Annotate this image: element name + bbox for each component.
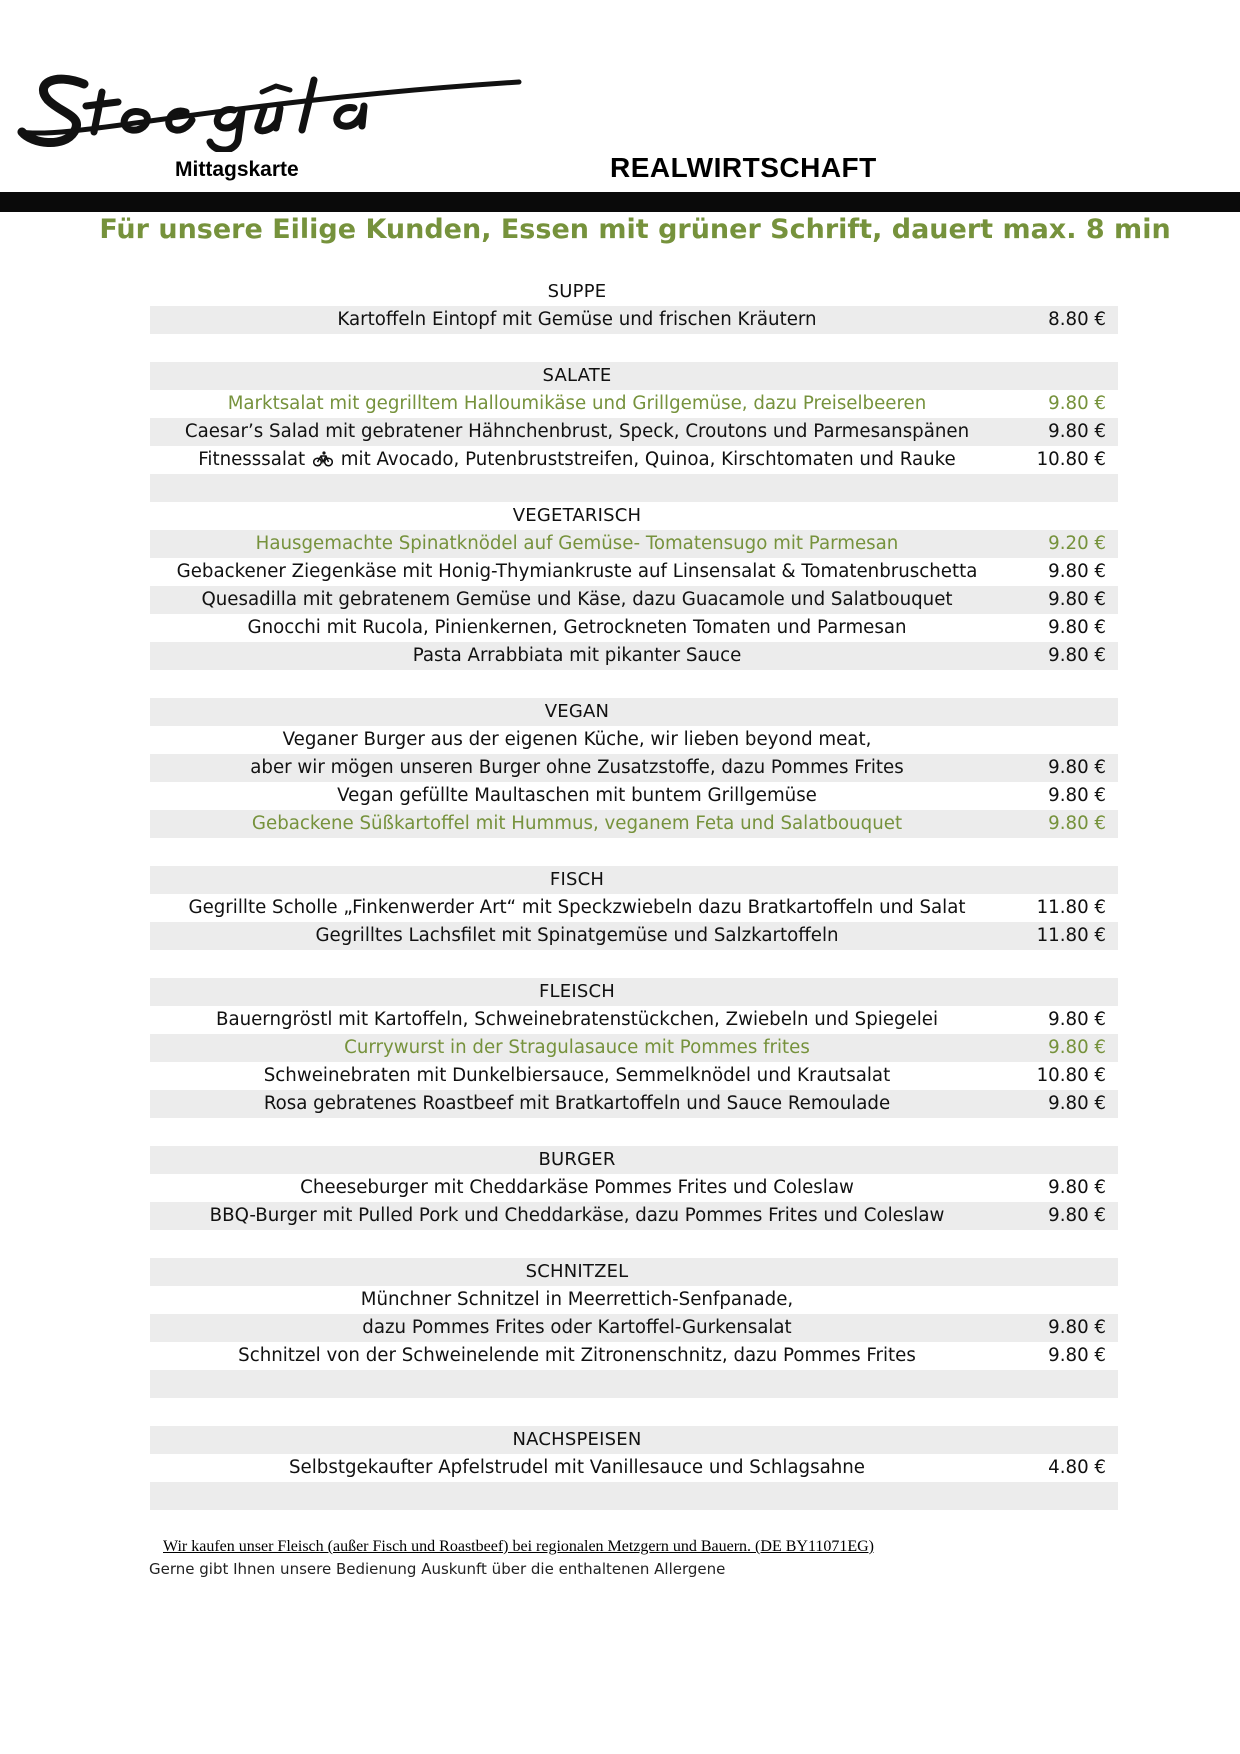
dish-text: Caesar’s Salad mit gebratener Hähnchenbrust, Speck, Croutons und Parmesanspänen: [184, 421, 970, 442]
section-title: [150, 978, 1004, 1006]
dish-text: Rosa gebratenes Roastbeef mit Bratkartoffeln und Sauce Remoulade: [263, 1093, 891, 1114]
menu-item-row: [150, 1286, 1118, 1314]
price-label: 8.80 €: [1048, 309, 1106, 330]
section-heading-row: [150, 502, 1118, 530]
brand-heading: REALWIRTSCHAFT: [610, 152, 877, 183]
spacer-row: [150, 474, 1118, 502]
price-label: 9.80 €: [1048, 645, 1106, 666]
price-label: 9.80 €: [1048, 1009, 1106, 1030]
spacer-row: [150, 838, 1118, 866]
dish-name: [150, 558, 1004, 586]
menu-item-row: [150, 642, 1118, 670]
dish-text: SCHNITZEL: [525, 1261, 629, 1282]
bicycle-icon: [313, 451, 333, 467]
menu-item-row: [150, 1174, 1118, 1202]
section-heading-row: [150, 978, 1118, 1006]
dish-text: Gnocchi mit Rucola, Pinienkernen, Getrockneten Tomaten und Parmesan: [247, 617, 907, 638]
dish-name: [150, 586, 1004, 614]
menu-list: [150, 278, 1118, 1510]
dish-text: Currywurst in der Stragulasauce mit Pommes frites: [344, 1037, 810, 1058]
dish-name: [150, 1286, 1004, 1314]
dish-text: Gebackener Ziegenkäse mit Honig-Thymiankruste auf Linsensalat & Tomatenbruschetta: [176, 561, 978, 582]
price-label: 9.80 €: [1048, 757, 1106, 778]
menu-item-row: [150, 390, 1118, 418]
spacer-row: [150, 950, 1118, 978]
dish-text: Veganer Burger aus der eigenen Küche, wir lieben beyond meat,: [282, 729, 872, 750]
spacer-row: [150, 670, 1118, 698]
dish-name: [150, 782, 1004, 810]
dish-name: [150, 810, 1004, 838]
dish-text: Schnitzel von der Schweinelende mit Zitronenschnitz, dazu Pommes Frites: [238, 1345, 916, 1366]
spacer-row: [150, 334, 1118, 362]
dish-text: FLEISCH: [539, 981, 615, 1002]
menu-item-row: [150, 1062, 1118, 1090]
dish-text: Fitnesssalat: [198, 449, 306, 470]
spacer-row: [150, 1230, 1118, 1258]
price-label: 10.80 €: [1036, 449, 1106, 470]
menu-item-row: [150, 530, 1118, 558]
price-label: 9.80 €: [1048, 421, 1106, 442]
dish-text: VEGETARISCH: [512, 505, 642, 526]
dish-name: [150, 726, 1004, 754]
dish-text: Schweinebraten mit Dunkelbiersauce, Semmelknödel und Krautsalat: [263, 1065, 891, 1086]
section-heading-row: [150, 866, 1118, 894]
dish-name: [150, 614, 1004, 642]
dish-name: [150, 1454, 1004, 1482]
price-label: 9.80 €: [1048, 589, 1106, 610]
price-label: 9.80 €: [1048, 1345, 1106, 1366]
price-label: 9.80 €: [1048, 393, 1106, 414]
dish-name: [150, 446, 1004, 474]
section-title: [150, 1146, 1004, 1174]
dish-text: NACHSPEISEN: [512, 1429, 642, 1450]
dish-text: Marktsalat mit gegrilltem Halloumikäse und Grillgemüse, dazu Preiselbeeren: [227, 393, 927, 414]
dish-text-continued: mit Avocado, Putenbruststreifen, Quinoa, Kirschtomaten und Rauke: [340, 449, 956, 470]
spacer-row: [150, 1118, 1118, 1146]
spacer-row: [150, 1370, 1118, 1398]
dish-name: [150, 754, 1004, 782]
section-title: [150, 362, 1004, 390]
section-heading-row: [150, 1146, 1118, 1174]
dish-text: Bauerngröstl mit Kartoffeln, Schweinebratenstückchen, Zwiebeln und Spiegelei: [215, 1009, 939, 1030]
dish-text: Cheeseburger mit Cheddarkäse Pommes Frites und Coleslaw: [300, 1177, 854, 1198]
menu-item-row: [150, 558, 1118, 586]
dish-name: [150, 1062, 1004, 1090]
dish-text: Vegan gefüllte Maultaschen mit buntem Grillgemüse: [337, 785, 817, 806]
menu-item-row: [150, 418, 1118, 446]
dish-text: BBQ-Burger mit Pulled Pork und Cheddarkäse, dazu Pommes Frites und Coleslaw: [209, 1205, 945, 1226]
price-label: 9.80 €: [1048, 1205, 1106, 1226]
price-label: 10.80 €: [1036, 1065, 1106, 1086]
price-label: 9.80 €: [1048, 785, 1106, 806]
menu-subtitle: Mittagskarte: [175, 158, 299, 181]
restaurant-logo: [14, 62, 534, 152]
price-label: 9.80 €: [1048, 561, 1106, 582]
header-divider-bar: [0, 192, 1240, 212]
menu-item-row: [150, 1202, 1118, 1230]
spacer-row: [150, 1482, 1118, 1510]
price-label: 9.80 €: [1048, 617, 1106, 638]
dish-text: Gegrillte Scholle „Finkenwerder Art“ mit Speckzwiebeln dazu Bratkartoffeln und Salat: [188, 897, 966, 918]
dish-name: [150, 1342, 1004, 1370]
section-title: [150, 1258, 1004, 1286]
price-label: 9.80 €: [1048, 1177, 1106, 1198]
spacer-row: [150, 1398, 1118, 1426]
dish-name: [150, 1034, 1004, 1062]
dish-text: Quesadilla mit gebratenem Gemüse und Käse, dazu Guacamole und Salatbouquet: [201, 589, 953, 610]
dish-name: [150, 642, 1004, 670]
allergen-note: Gerne gibt Ihnen unsere Bedienung Auskunft über die enthaltenen Allergene: [149, 1560, 726, 1578]
section-heading-row: [150, 1258, 1118, 1286]
dish-text: SUPPE: [547, 281, 607, 302]
price-label: 11.80 €: [1036, 897, 1106, 918]
menu-item-row: [150, 446, 1118, 474]
dish-name: [150, 530, 1004, 558]
menu-item-row: [150, 1454, 1118, 1482]
price-label: 9.80 €: [1048, 1093, 1106, 1114]
menu-item-row: [150, 1034, 1118, 1062]
section-title: [150, 278, 1004, 306]
menu-item-row: [150, 726, 1118, 754]
menu-item-row: [150, 810, 1118, 838]
express-notice: Für unsere Eilige Kunden, Essen mit grüner Schrift, dauert max. 8 min: [99, 214, 1171, 245]
dish-name: [150, 1006, 1004, 1034]
dish-name: [150, 1174, 1004, 1202]
dish-name: [150, 418, 1004, 446]
price-label: 9.80 €: [1048, 1037, 1106, 1058]
dish-text: Hausgemachte Spinatknödel auf Gemüse- Tomatensugo mit Parmesan: [255, 533, 899, 554]
dish-name: [150, 306, 1004, 334]
dish-text: dazu Pommes Frites oder Kartoffel-Gurkensalat: [362, 1317, 792, 1338]
dish-text: Münchner Schnitzel in Meerrettich-Senfpanade,: [360, 1289, 794, 1310]
section-title: [150, 866, 1004, 894]
dish-name: [150, 390, 1004, 418]
dish-text: Selbstgekaufter Apfelstrudel mit Vanillesauce und Schlagsahne: [289, 1457, 865, 1478]
sourcing-note: Wir kaufen unser Fleisch (außer Fisch und Roastbeef) bei regionalen Metzgern und Bauern. (DE BY11071EG): [163, 1538, 874, 1555]
price-label: 9.80 €: [1048, 1317, 1106, 1338]
menu-item-row: [150, 1006, 1118, 1034]
section-title: [150, 698, 1004, 726]
dish-name: [150, 894, 1004, 922]
section-title: [150, 1426, 1004, 1454]
dish-text: FISCH: [549, 869, 605, 890]
section-title: [150, 502, 1004, 530]
menu-item-row: [150, 586, 1118, 614]
section-heading-row: [150, 698, 1118, 726]
dish-text: Pasta Arrabbiata mit pikanter Sauce: [412, 645, 742, 666]
price-label: 4.80 €: [1048, 1457, 1106, 1478]
price-label: 9.80 €: [1048, 813, 1106, 834]
dish-text: Gebackene Süßkartoffel mit Hummus, veganem Feta und Salatbouquet: [251, 813, 903, 834]
dish-name: [150, 922, 1004, 950]
dish-text: SALATE: [542, 365, 612, 386]
section-heading-row: [150, 278, 1118, 306]
dish-text: BURGER: [538, 1149, 616, 1170]
dish-text: aber wir mögen unseren Burger ohne Zusatzstoffe, dazu Pommes Frites: [250, 757, 904, 778]
dish-text: Kartoffeln Eintopf mit Gemüse und frischen Kräutern: [337, 309, 817, 330]
menu-item-row: [150, 1090, 1118, 1118]
menu-item-row: [150, 894, 1118, 922]
menu-item-row: [150, 782, 1118, 810]
section-heading-row: [150, 1426, 1118, 1454]
dish-text: Gegrilltes Lachsfilet mit Spinatgemüse und Salzkartoffeln: [315, 925, 839, 946]
menu-item-row: [150, 306, 1118, 334]
menu-item-row: [150, 922, 1118, 950]
dish-name: [150, 1314, 1004, 1342]
dish-name: [150, 1202, 1004, 1230]
section-heading-row: [150, 362, 1118, 390]
price-label: 9.20 €: [1048, 533, 1106, 554]
menu-item-row: [150, 754, 1118, 782]
dish-name: [150, 1090, 1004, 1118]
menu-item-row: [150, 1342, 1118, 1370]
price-label: 11.80 €: [1036, 925, 1106, 946]
dish-text: VEGAN: [544, 701, 610, 722]
menu-item-row: [150, 1314, 1118, 1342]
menu-item-row: [150, 614, 1118, 642]
